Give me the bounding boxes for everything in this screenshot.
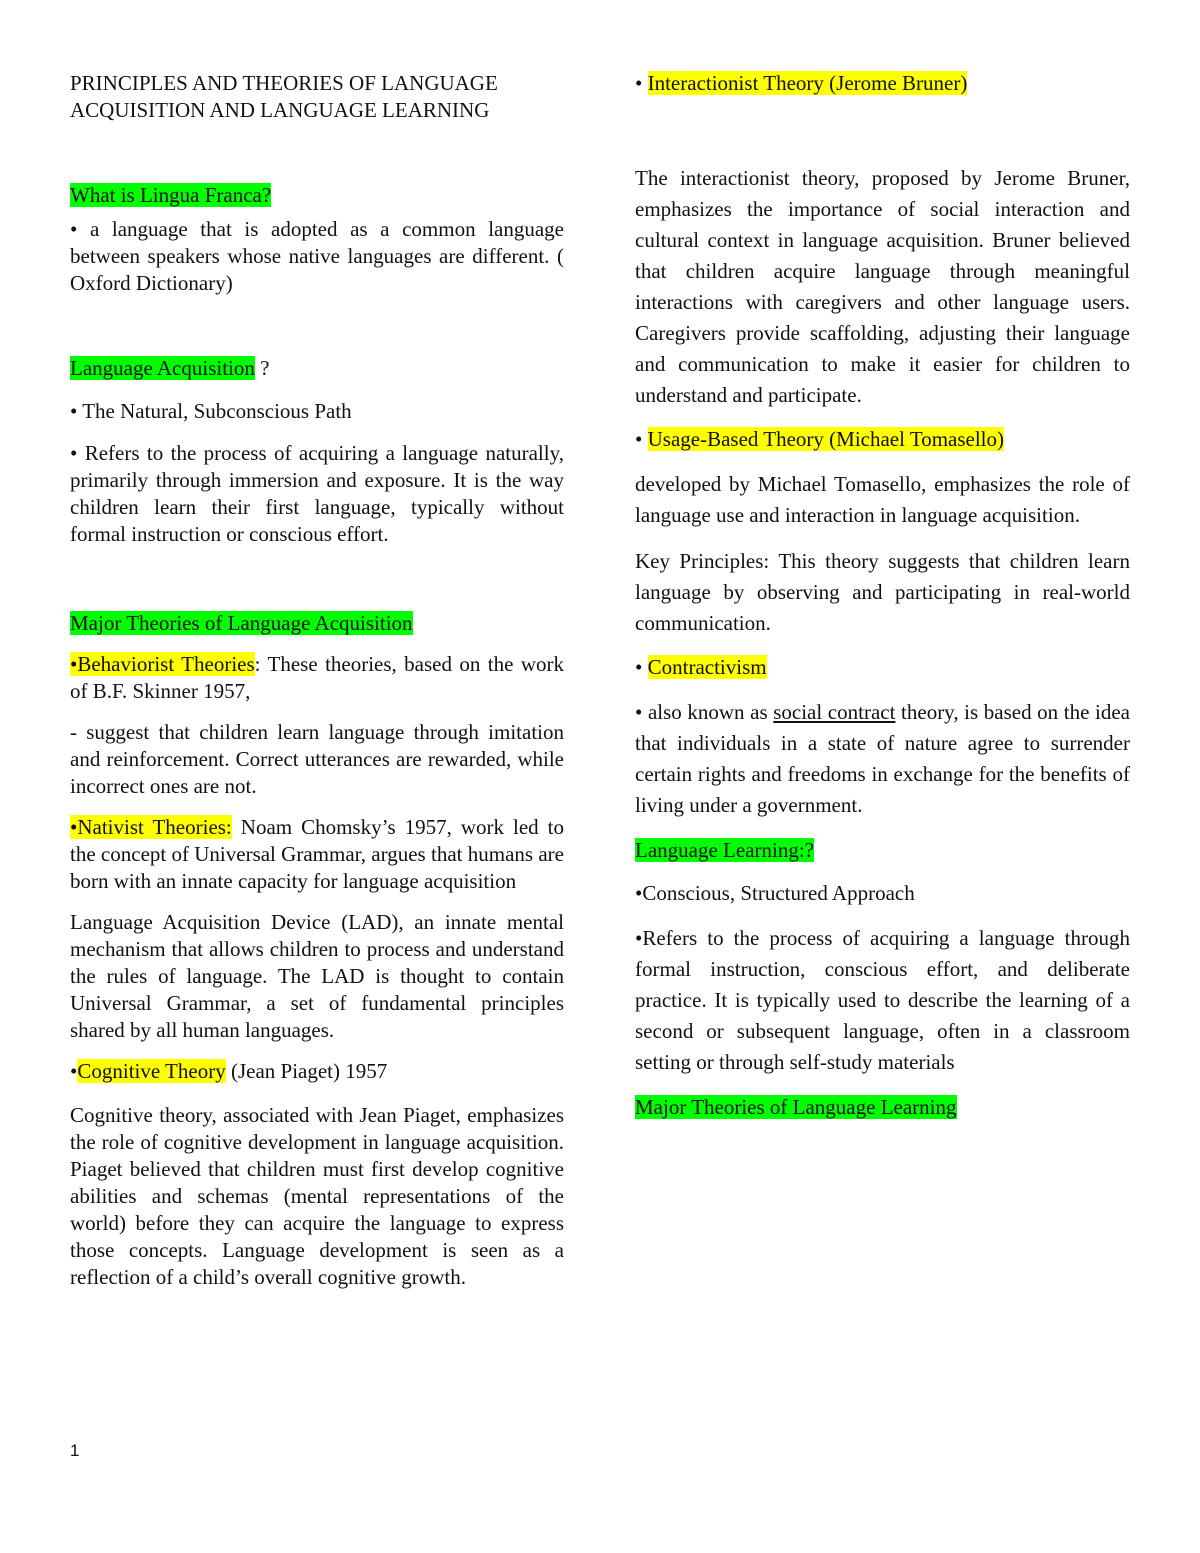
cognitive-heading <box>70 1058 564 1085</box>
key-principles-paragraph: Key Principles: This theory suggests that children learn language by observing and participating in real-world communication. <box>635 549 1130 635</box>
page-number: 1 <box>70 1441 80 1460</box>
learning-theories-heading <box>635 1094 1130 1121</box>
left-column <box>70 70 564 1291</box>
cognitive-paragraph: Cognitive theory, associated with Jean Piaget, emphasizes the role of cognitive development in language acquisition. Piaget believed that children must first develop cognitive abilities and schemas (mental representations of the world) before they can acquire the language to express those concepts. Language development is seen as a reflection of a child’s overall cognitive growth. <box>70 1103 564 1289</box>
lingua-franca-heading-text: What is Lingua Franca? <box>70 183 272 207</box>
conscious-approach-item: •Conscious, Structured Approach <box>635 881 915 905</box>
lad-paragraph: Language Acquisition Device (LAD), an innate mental mechanism that allows children to process and understand the rules of language. The LAD is thought to contain Universal Grammar, a set of fundamental principles shared by all human languages. <box>70 910 564 1042</box>
behaviorist-paragraph <box>70 651 564 705</box>
usage-heading <box>635 426 1130 453</box>
acquisition-heading-text: Language Acquisition <box>70 356 255 380</box>
contractivism-heading <box>635 654 1130 681</box>
usage-prefix: • <box>635 427 648 451</box>
learning-heading <box>635 837 1130 864</box>
contractivism-text-a: • also known as <box>635 700 774 724</box>
nativist-paragraph <box>70 814 564 895</box>
learning-definition: •Refers to the process of acquiring a language through formal instruction, conscious effort, and deliberate practice. It is typically used to describe the learning of a second or subsequent language, often in a classroom setting or through self-study materials <box>635 926 1130 1074</box>
nativist-label: •Nativist Theories: <box>70 815 232 839</box>
right-column <box>635 70 1130 1121</box>
document-title: PRINCIPLES AND THEORIES OF LANGUAGE ACQUISITION AND LANGUAGE LEARNING <box>70 71 498 122</box>
major-theories-heading <box>70 610 564 637</box>
natural-path-item: • The Natural, Subconscious Path <box>70 399 352 423</box>
interactionist-prefix: • <box>635 71 648 95</box>
interactionist-heading <box>635 70 1130 97</box>
cognitive-label: Cognitive Theory <box>77 1059 226 1083</box>
acquisition-definition: • Refers to the process of acquiring a language naturally, primarily through immersion and exposure. It is the way children learn their first language, typically without formal instruction or conscious effort. <box>70 441 564 546</box>
major-theories-heading-text: Major Theories of Language Acquisition <box>70 611 413 635</box>
contractivism-label: Contractivism <box>647 655 767 679</box>
contractivism-prefix: • <box>635 655 648 679</box>
contractivism-paragraph <box>635 697 1130 821</box>
interactionist-label: Interactionist Theory (Jerome Bruner) <box>647 71 968 95</box>
learning-heading-text: Language Learning:? <box>635 838 814 862</box>
social-contract-link[interactable]: social contract <box>773 700 896 724</box>
usage-label: Usage-Based Theory (Michael Tomasello) <box>647 427 1005 451</box>
acquisition-heading <box>70 355 564 382</box>
interactionist-paragraph: The interactionist theory, proposed by Jerome Bruner, emphasizes the importance of social interaction and cultural context in language acquisition. Bruner believed that children acquire language through meaningful interactions with caregivers and other language users. Caregivers provide scaffolding, adjusting their language and communication to make it easier for children to understand and participate. <box>635 166 1130 407</box>
cognitive-prefix: • <box>70 1059 78 1083</box>
contractivism-text-b: theory, is based on the idea that individuals in a state of nature agree to surrender certain rights and freedoms in exchange for the benefits of living under a government. <box>635 700 1130 817</box>
behaviorist-text: : These theories, based on the work of B.F. Skinner 1957, <box>70 652 565 703</box>
behaviorist-label: •Behaviorist Theories <box>70 652 255 676</box>
learning-theories-heading-text: Major Theories of Language Learning <box>635 1095 957 1119</box>
nativist-text: Noam Chomsky’s 1957, work led to the concept of Universal Grammar, argues that humans are born with an innate capacity for language acquisition <box>70 815 564 893</box>
lingua-franca-definition: • a language that is adopted as a common language between speakers whose native languages are different. ( Oxford Dictionary) <box>70 217 564 295</box>
cognitive-suffix: (Jean Piaget) 1957 <box>225 1059 388 1083</box>
behaviorist-detail: - suggest that children learn language through imitation and reinforcement. Correct utterances are rewarded, while incorrect ones are not. <box>70 720 564 798</box>
usage-paragraph: developed by Michael Tomasello, emphasizes the role of language use and interaction in language acquisition. <box>635 472 1130 527</box>
lingua-franca-heading <box>70 182 564 209</box>
acquisition-heading-suffix: ? <box>254 356 270 380</box>
